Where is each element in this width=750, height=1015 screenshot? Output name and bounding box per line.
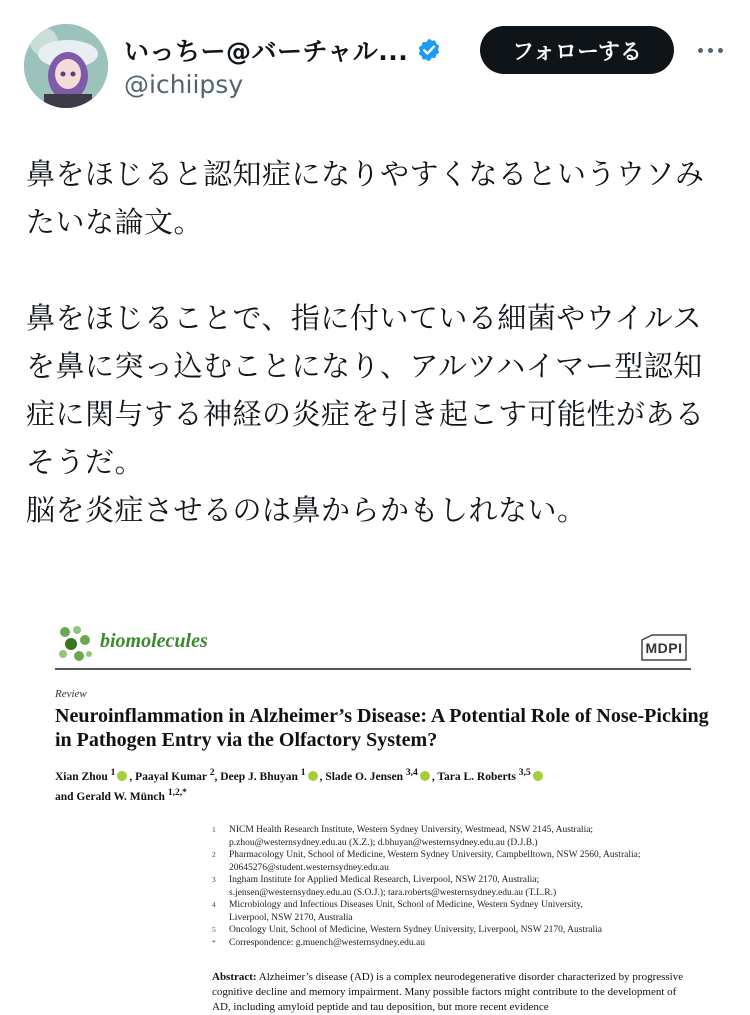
name-row [124, 30, 442, 70]
author-name: Deep J. Bhuyan [220, 770, 298, 783]
follow-button[interactable]: フォローする [480, 26, 674, 74]
more-options-icon[interactable] [690, 34, 730, 66]
display-name[interactable]: いっちー@バーチャル... [124, 37, 409, 66]
tweet-text [26, 150, 726, 534]
avatar[interactable] [24, 24, 108, 108]
author-name: Slade O. Jensen [325, 770, 403, 783]
orcid-icon [117, 771, 127, 781]
tweet-line: たいな論文。 [26, 205, 204, 239]
biomolecules-logo-icon [55, 622, 95, 666]
author-name: Tara L. Roberts [437, 770, 516, 783]
tweet-line: 鼻をほじると認知症になりやすくなるというウソみ [26, 157, 705, 191]
tweet-line: 鼻をほじることで、指に付いている細菌やウイルス [26, 301, 703, 335]
publisher-name: MDPI [645, 640, 683, 656]
tweet-line: そうだ。 [26, 445, 145, 479]
user-handle[interactable]: @ichiipsy [124, 70, 244, 99]
verified-badge-icon [416, 37, 442, 63]
orcid-icon [420, 771, 430, 781]
article-type: Review [55, 688, 87, 700]
abstract [212, 970, 692, 1015]
header-rule [55, 668, 691, 670]
attached-paper-image[interactable] [0, 600, 750, 1013]
author-name: Gerald W. Münch [76, 790, 165, 803]
tweet-header [0, 0, 750, 120]
tweet-line: を鼻に突っ込むことになり、アルツハイマー型認知 [26, 349, 703, 383]
affiliations: 1 NICM Health Research Institute, Western Sydney University, Westmead, NSW 2145, Australia; p.zhou@westernsydney.edu.au (X.Z.); d.bhuyan@westernsydney.edu.au (D.J.B.) 2 Pharmacology Unit, School of Medicine, Western Sydney University, Campbelltown, NSW 2560, Australia; 20645276@student.westernsydney.edu.au 3 Ingham Institute for Applied Medical Research, Liverpool, NSW 2170, Australia; s.jensen@westernsydney.edu.au (S.O.J.); tara.roberts@westernsydney.edu.au (T.L.R.) 4 Microbiology and Infectious Diseases Unit, School of Medicine, Western Sydney University, Liverpool, NSW 2170, Australia 5 Oncology Unit, School of Medicine, Western Sydney University, Liverpool, NSW 2170, Australia * Correspondence: g.muench@westernsydney.edu.au [212, 825, 641, 948]
publisher-logo [638, 634, 690, 662]
journal-name: biomolecules [100, 630, 208, 652]
orcid-icon [308, 771, 318, 781]
author-name: Paayal Kumar [135, 770, 207, 783]
tweet-line: 脳を炎症させるのは鼻からかもしれない。 [26, 493, 587, 527]
abstract-label: Abstract: [212, 971, 257, 983]
article-title: Neuroinflammation in Alzheimer’s Disease: A Potential Role of Nose-Picking in Pathogen Entry via the Olfactory System? [55, 705, 709, 751]
author-list: Xian Zhou $^1$ , Paayal Kumar $^2$, Deep J. Bhuyan $^1$ , Slade O. Jensen $^{3,4}$ , Tara L. Roberts $^{3,5}$ and Gerald W. Münch $^{1,2,*}$ [55, 765, 705, 805]
abstract-text: Alzheimer’s disease (AD) is a complex neurodegenerative disorder characterized by progressive cognitive decline and memory impairment. Many possible factors might contribute to the development of AD, including amyloid peptide and tau deposition, but more recent evidence [212, 971, 684, 1013]
orcid-icon [533, 771, 543, 781]
author-name: Xian Zhou [55, 770, 108, 783]
tweet-line: 症に関与する神経の炎症を引き起こす可能性がある [26, 397, 705, 431]
